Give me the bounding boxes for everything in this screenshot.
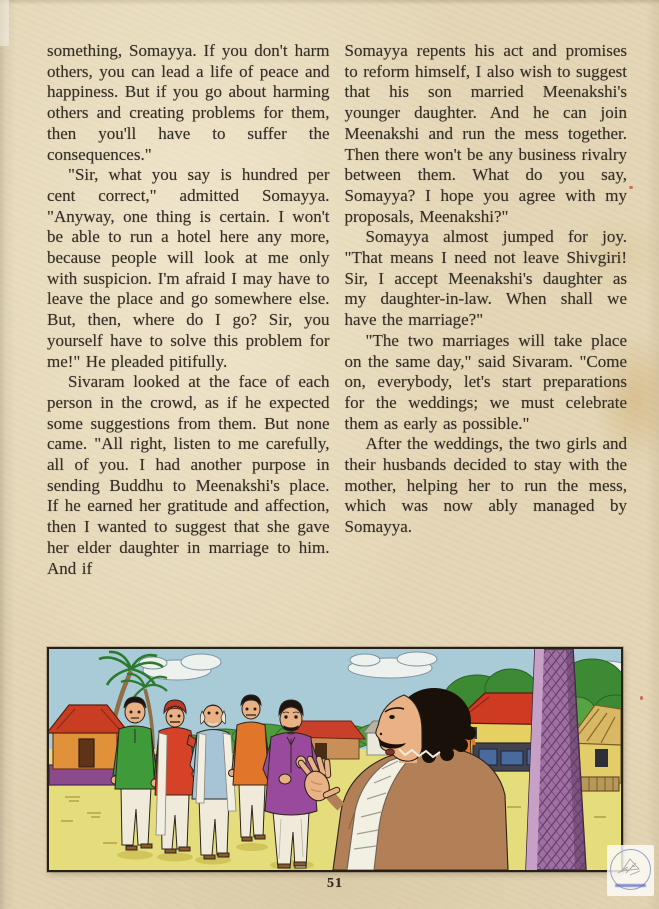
left-column xyxy=(47,41,330,579)
watermark-stamp xyxy=(607,845,654,896)
page-number: 51 xyxy=(327,876,343,891)
story-paragraph: "The two marriages will take place on the same day," said Sivaram. "Come on, everybody, let's start preparations for the weddings; we must celebrate them as early as possible." xyxy=(344,330,627,433)
story-paragraph: Somayya repents his act and promises to reform himself, I also wish to suggest that his son married Meenakshi's younger daughter. And he can join Meenakshi and run the mess together. Then there won't be any business rivalry between them. What do you say, Somayya? I hope you agree with my proposals, Meenakshi?" xyxy=(344,41,627,226)
ink-speck xyxy=(640,696,643,700)
story-illustration xyxy=(47,647,623,872)
ink-speck xyxy=(629,186,633,189)
right-column xyxy=(345,41,628,579)
story-paragraph: Somayya almost jumped for joy. "That means I need not leave Shivgiri! Sir, I accept Meenakshi's daughter as my daughter-in-law. When shall we have the marriage?" xyxy=(344,227,627,330)
scan-edge-highlight xyxy=(0,0,9,46)
story-paragraph: "Sir, what you say is hundred per cent correct," admitted Somayya. "Anyway, one thing is certain. I won't be able to run a hotel here any more, because people will look at me only with suspicion. I'm afraid I may have to leave the place and go somewhere else. But, then, where do I go? Sir, you yourself have to solve this problem for me!" He pleaded pitifully. xyxy=(47,165,330,371)
story-paragraph: After the weddings, the two girls and their husbands decided to stay with the mother, helping her to run the mess, which was now ably managed by Somayya. xyxy=(344,434,627,537)
watermark-sketch-icon xyxy=(612,851,648,885)
story-paragraph: Sivaram looked at the face of each person in the crowd, as if he expected some suggestions from them. But none came. "All right, listen to me carefully, all of you. I had another purpose in sending Buddhu to Meenakshi's place. If he earned her gratitude and affection, then I wanted to suggest that she gave her elder daughter in marriage to him. And if xyxy=(47,372,330,578)
watermark-caption xyxy=(615,884,646,887)
story-paragraph: something, Somayya. If you don't harm others, you can lead a life of peace and happiness. But if you go about harming others and creating problems for them, then you'll have to suffer the consequences." xyxy=(47,41,330,164)
story-text xyxy=(47,41,627,579)
